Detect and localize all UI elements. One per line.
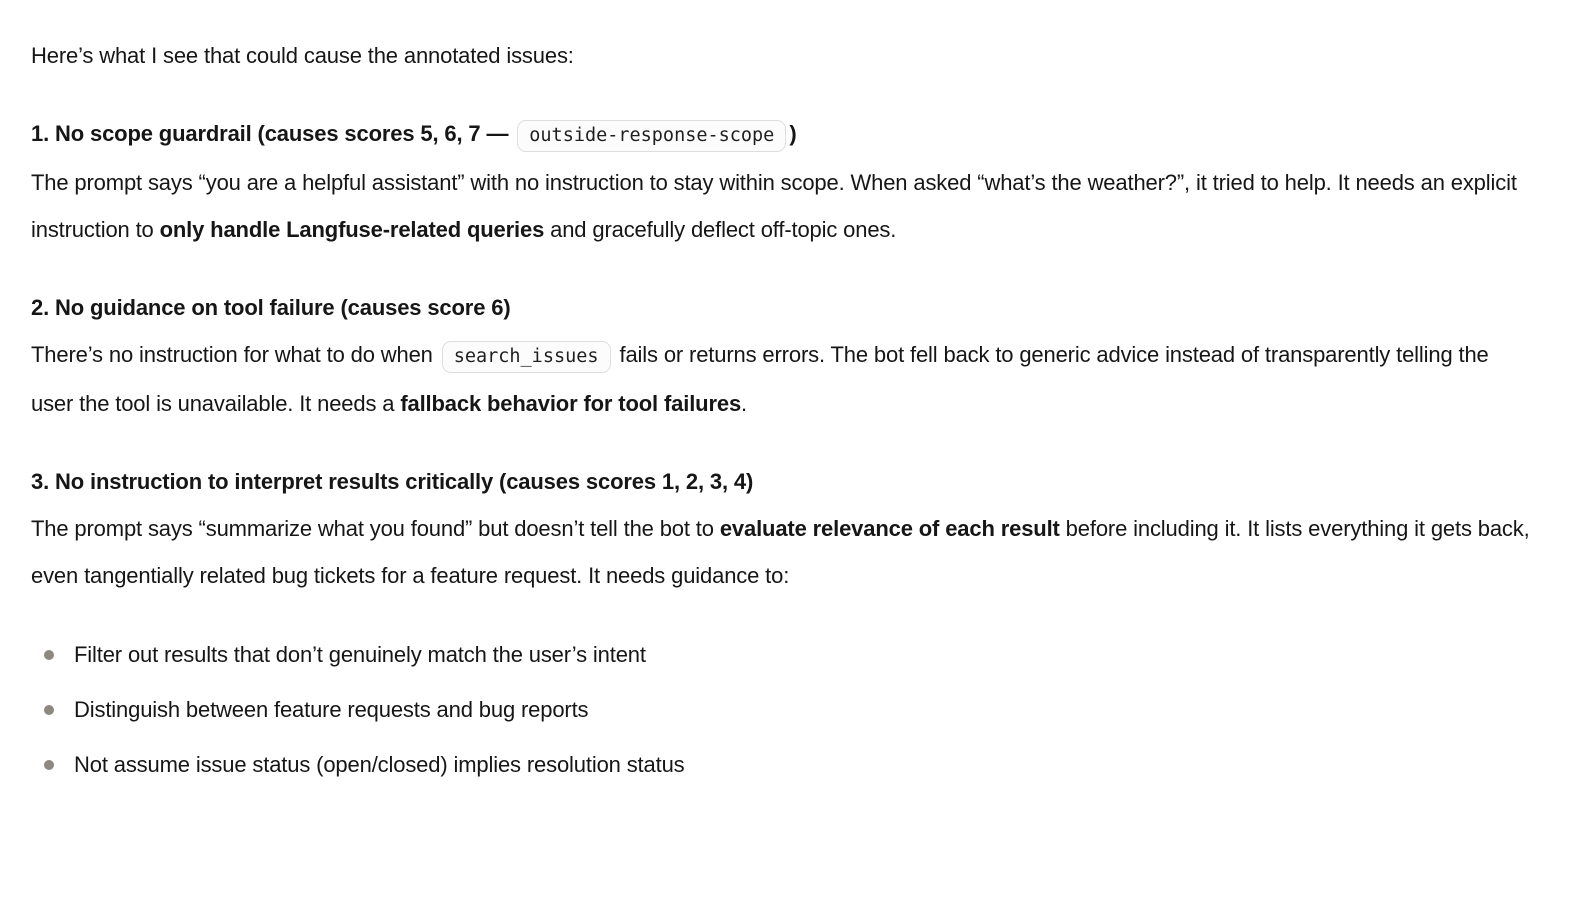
text-run: fails or returns errors. The bot fell back to generic advice instead of transparently telling the user the tool is unavailable. It needs a bbox=[31, 342, 1489, 416]
text-run: before including it. It lists everything it gets back, even tangentially related bug tickets for a feature request. It needs guidance to: bbox=[31, 516, 1530, 588]
text-run: and gracefully deflect off-topic ones. bbox=[544, 217, 897, 242]
bullet-list bbox=[31, 631, 1534, 788]
list-item: Not assume issue status (open/closed) implies resolution status bbox=[31, 741, 1534, 788]
section-paragraph bbox=[31, 458, 1534, 599]
inline-code: outside-response-scope bbox=[517, 120, 786, 152]
bold-text: fallback behavior for tool failures bbox=[400, 391, 742, 416]
bold-text: only handle Langfuse-related queries bbox=[159, 217, 545, 242]
text-run: 3. No instruction to interpret results critically (causes scores 1, 2, 3, 4) bbox=[31, 469, 754, 494]
section-paragraph bbox=[31, 110, 1534, 253]
text-run: 2. No guidance on tool failure (causes score 6) bbox=[31, 295, 511, 320]
text-run: The prompt says “summarize what you found” but doesn’t tell the bot to bbox=[31, 516, 720, 541]
text-run: The prompt says “you are a helpful assistant” with no instruction to stay within scope. When asked “what’s the weather?”, it tried to help. It needs an explicit instruction to bbox=[31, 170, 1517, 242]
list-item: Filter out results that don’t genuinely match the user’s intent bbox=[31, 631, 1534, 678]
section-title bbox=[31, 469, 753, 494]
section-paragraph bbox=[31, 284, 1534, 427]
intro-paragraph: Here’s what I see that could cause the annotated issues: bbox=[31, 43, 574, 68]
section-title bbox=[31, 121, 797, 146]
list-item: Distinguish between feature requests and bug reports bbox=[31, 686, 1534, 733]
bold-text: evaluate relevance of each result bbox=[719, 516, 1060, 541]
text-run: 1. No scope guardrail (causes scores 5, 6, 7 — bbox=[31, 121, 515, 146]
text-run: ) bbox=[789, 121, 797, 146]
text-run: There’s no instruction for what to do when bbox=[31, 342, 439, 367]
section-title bbox=[31, 295, 511, 320]
inline-code: search_issues bbox=[442, 341, 611, 373]
sections bbox=[31, 110, 1534, 599]
text-run: . bbox=[741, 391, 748, 416]
